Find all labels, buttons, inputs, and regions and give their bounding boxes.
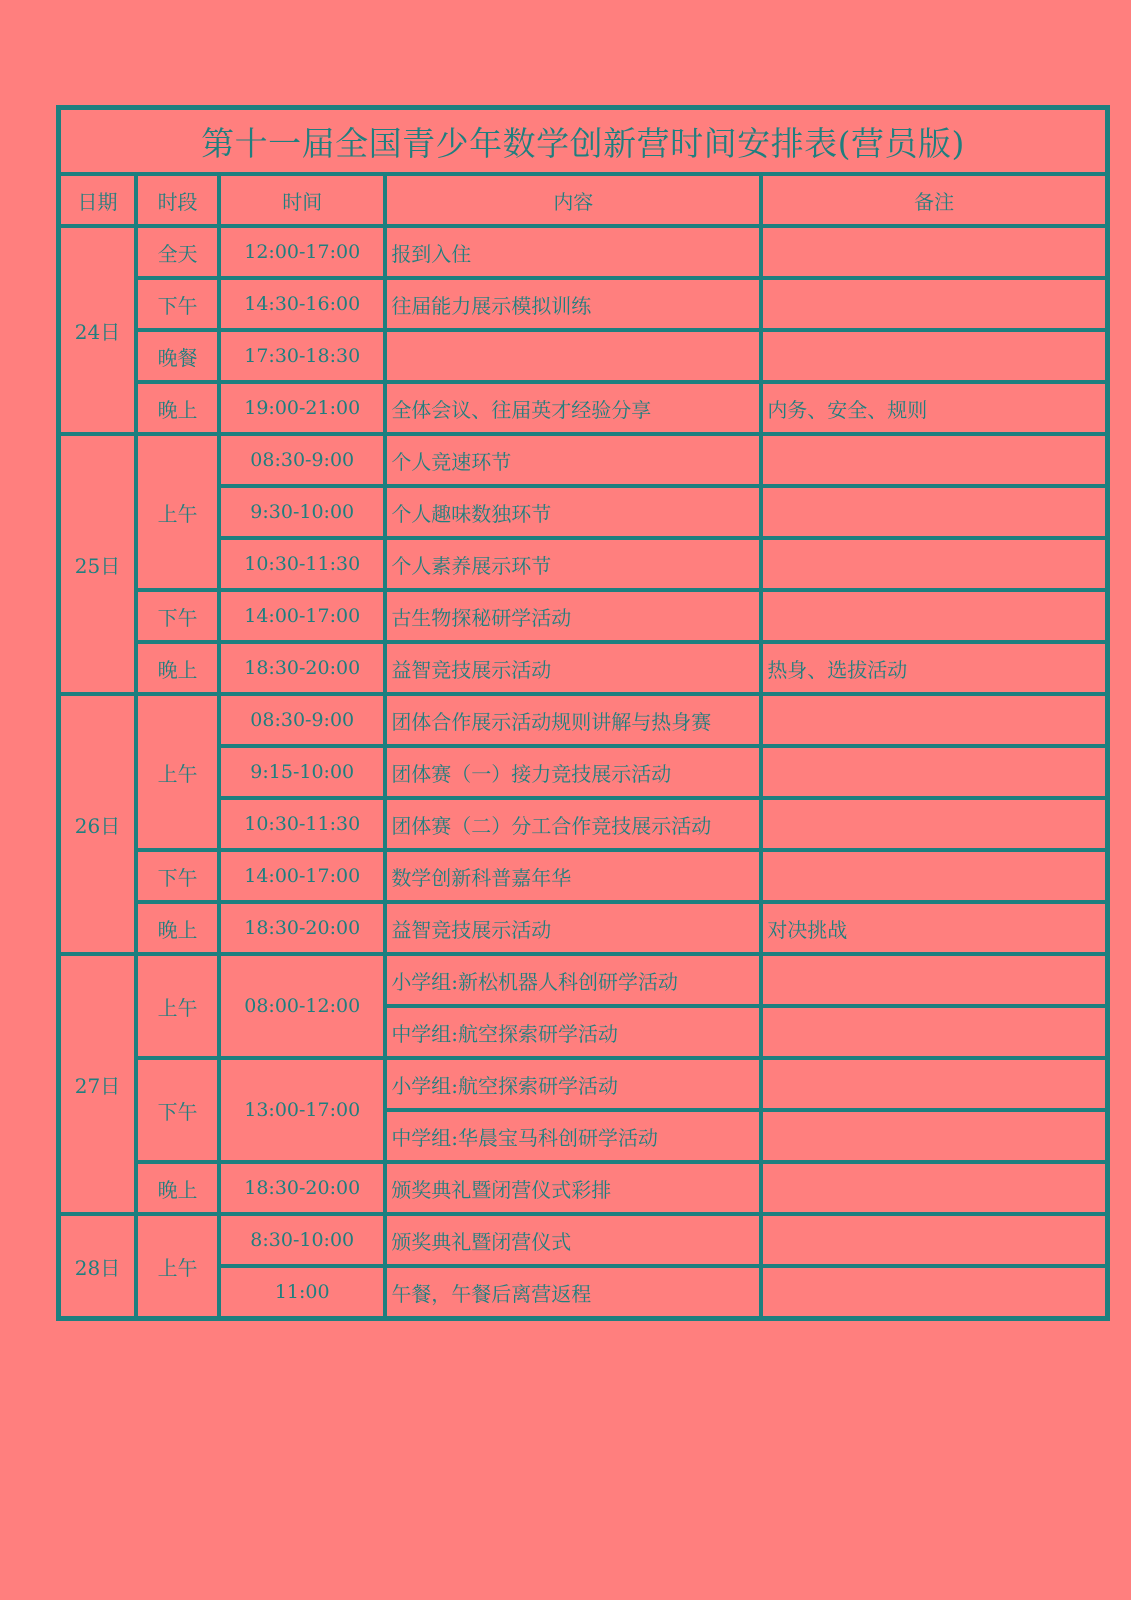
table-row	[59, 278, 1107, 330]
table-row	[59, 434, 1107, 486]
header-row	[59, 174, 1107, 226]
header-content: 内容	[385, 174, 761, 226]
header-period: 时段	[136, 174, 219, 226]
period-cell: 晚上	[136, 902, 219, 954]
time-cell: 9:30-10:00	[219, 486, 385, 538]
schedule-table	[56, 105, 1110, 1321]
content-cell: 小学组:新松机器人科创研学活动	[385, 954, 761, 1006]
note-cell	[761, 434, 1107, 486]
note-cell: 内务、安全、规则	[761, 382, 1107, 434]
content-cell: 数学创新科普嘉年华	[385, 850, 761, 902]
note-cell	[761, 1006, 1107, 1058]
note-cell	[761, 590, 1107, 642]
content-cell: 团体合作展示活动规则讲解与热身赛	[385, 694, 761, 746]
time-cell: 14:00-17:00	[219, 590, 385, 642]
content-cell: 中学组:华晨宝马科创研学活动	[385, 1110, 761, 1162]
note-cell	[761, 538, 1107, 590]
table-row	[59, 1162, 1107, 1214]
table-row	[59, 382, 1107, 434]
table-row	[59, 850, 1107, 902]
period-cell: 晚餐	[136, 330, 219, 382]
period-cell: 下午	[136, 278, 219, 330]
date-cell: 25日	[59, 434, 136, 694]
date-cell: 24日	[59, 226, 136, 434]
content-cell: 小学组:航空探索研学活动	[385, 1058, 761, 1110]
title-row	[59, 108, 1107, 174]
time-cell: 14:00-17:00	[219, 850, 385, 902]
note-cell	[761, 226, 1107, 278]
note-cell	[761, 746, 1107, 798]
note-cell	[761, 1110, 1107, 1162]
note-cell: 对决挑战	[761, 902, 1107, 954]
note-cell	[761, 278, 1107, 330]
period-cell: 下午	[136, 850, 219, 902]
time-cell: 19:00-21:00	[219, 382, 385, 434]
content-cell: 个人竞速环节	[385, 434, 761, 486]
time-cell: 08:30-9:00	[219, 694, 385, 746]
time-cell: 12:00-17:00	[219, 226, 385, 278]
note-cell	[761, 1058, 1107, 1110]
note-cell	[761, 1266, 1107, 1318]
period-cell: 晚上	[136, 1162, 219, 1214]
header-date: 日期	[59, 174, 136, 226]
period-cell: 上午	[136, 1214, 219, 1318]
time-cell: 17:30-18:30	[219, 330, 385, 382]
content-cell: 报到入住	[385, 226, 761, 278]
period-cell: 下午	[136, 590, 219, 642]
period-cell: 上午	[136, 954, 219, 1058]
content-cell: 益智竞技展示活动	[385, 642, 761, 694]
time-cell: 9:15-10:00	[219, 746, 385, 798]
table-row	[59, 590, 1107, 642]
table-row	[59, 1058, 1107, 1110]
note-cell	[761, 486, 1107, 538]
table-row	[59, 694, 1107, 746]
note-cell	[761, 1214, 1107, 1266]
date-cell: 27日	[59, 954, 136, 1214]
content-cell: 古生物探秘研学活动	[385, 590, 761, 642]
time-cell: 14:30-16:00	[219, 278, 385, 330]
table-row	[59, 902, 1107, 954]
content-cell: 个人素养展示环节	[385, 538, 761, 590]
time-cell: 08:30-9:00	[219, 434, 385, 486]
date-cell: 26日	[59, 694, 136, 954]
header-time: 时间	[219, 174, 385, 226]
time-cell: 10:30-11:30	[219, 538, 385, 590]
time-cell: 18:30-20:00	[219, 902, 385, 954]
period-cell: 下午	[136, 1058, 219, 1162]
content-cell: 颁奖典礼暨闭营仪式	[385, 1214, 761, 1266]
content-cell: 全体会议、往届英才经验分享	[385, 382, 761, 434]
content-cell: 团体赛（二）分工合作竞技展示活动	[385, 798, 761, 850]
header-note: 备注	[761, 174, 1107, 226]
time-cell: 08:00-12:00	[219, 954, 385, 1058]
date-cell: 28日	[59, 1214, 136, 1318]
content-cell: 团体赛（一）接力竞技展示活动	[385, 746, 761, 798]
note-cell	[761, 1162, 1107, 1214]
content-cell: 往届能力展示模拟训练	[385, 278, 761, 330]
content-cell: 益智竞技展示活动	[385, 902, 761, 954]
time-cell: 18:30-20:00	[219, 642, 385, 694]
table-row	[59, 954, 1107, 1006]
note-cell	[761, 330, 1107, 382]
schedule-body	[59, 226, 1107, 1318]
table-row	[59, 330, 1107, 382]
content-cell: 个人趣味数独环节	[385, 486, 761, 538]
time-cell: 13:00-17:00	[219, 1058, 385, 1162]
time-cell: 8:30-10:00	[219, 1214, 385, 1266]
time-cell: 10:30-11:30	[219, 798, 385, 850]
note-cell	[761, 850, 1107, 902]
note-cell: 热身、选拔活动	[761, 642, 1107, 694]
content-cell: 午餐，午餐后离营返程	[385, 1266, 761, 1318]
content-cell: 颁奖典礼暨闭营仪式彩排	[385, 1162, 761, 1214]
note-cell	[761, 954, 1107, 1006]
time-cell: 18:30-20:00	[219, 1162, 385, 1214]
note-cell	[761, 694, 1107, 746]
period-cell: 晚上	[136, 642, 219, 694]
content-cell	[385, 330, 761, 382]
period-cell: 晚上	[136, 382, 219, 434]
table-row	[59, 226, 1107, 278]
table-row	[59, 642, 1107, 694]
period-cell: 上午	[136, 434, 219, 590]
time-cell: 11:00	[219, 1266, 385, 1318]
period-cell: 上午	[136, 694, 219, 850]
note-cell	[761, 798, 1107, 850]
table-row	[59, 1214, 1107, 1266]
table-title: 第十一届全国青少年数学创新营时间安排表(营员版)	[59, 108, 1107, 174]
content-cell: 中学组:航空探索研学活动	[385, 1006, 761, 1058]
period-cell: 全天	[136, 226, 219, 278]
